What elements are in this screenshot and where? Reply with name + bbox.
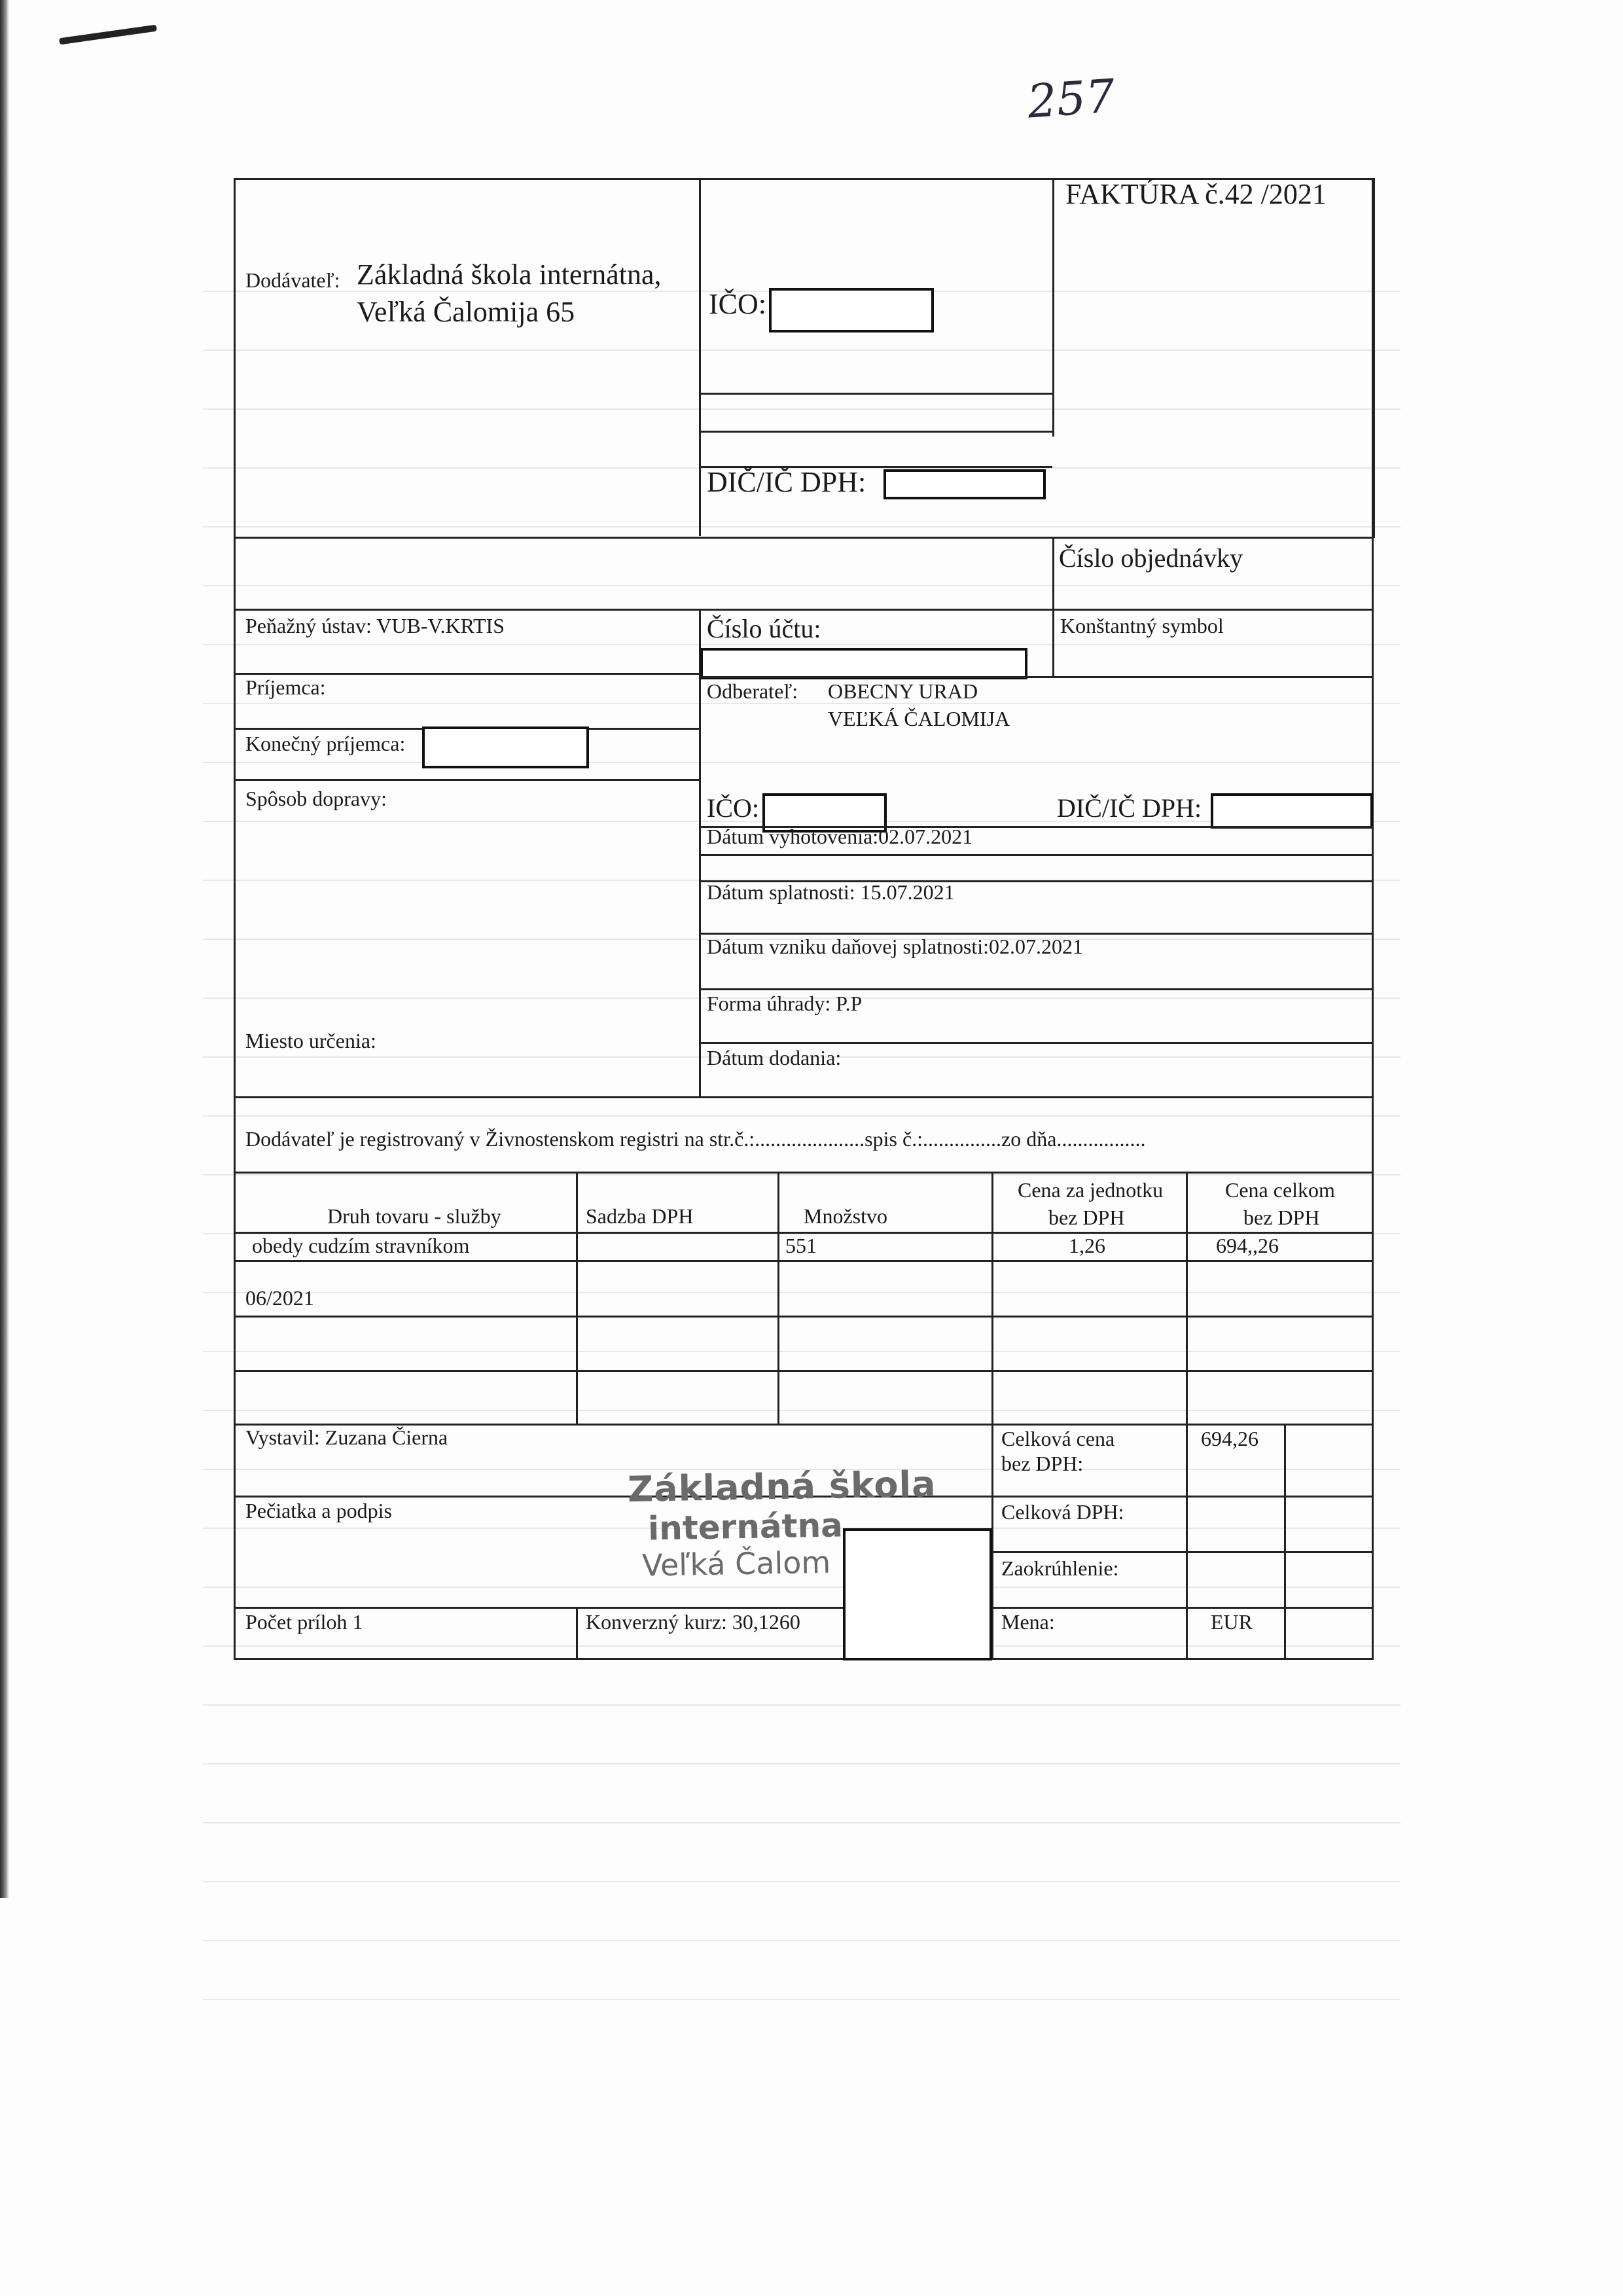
- row1-total: 694,,26: [1216, 1234, 1279, 1257]
- redacted-signature: [843, 1528, 992, 1660]
- pen-mark: [59, 25, 157, 45]
- final-recipient-label: Konečný príjemca:: [245, 732, 406, 755]
- recipient-label: Príjemca:: [245, 675, 326, 699]
- header-total-2: bez DPH: [1243, 1206, 1320, 1229]
- rounding-label: Zaokrúhlenie:: [1001, 1556, 1119, 1580]
- customer-ico-label: IČO:: [707, 793, 759, 823]
- destination-label: Miesto určenia:: [245, 1029, 376, 1052]
- header-vat-rate: Sadzba DPH: [586, 1204, 694, 1228]
- constant-symbol-label: Konštantný symbol: [1060, 614, 1224, 637]
- stamp-line3: Veľká Čalom: [641, 1544, 831, 1583]
- total-no-vat-label-1: Celková cena: [1001, 1427, 1115, 1450]
- order-number-label: Číslo objednávky: [1059, 543, 1243, 573]
- account-label: Číslo účtu:: [707, 614, 821, 643]
- issued-by: Vystavil: Zuzana Čierna: [245, 1426, 448, 1449]
- currency-label: Mena:: [1001, 1610, 1055, 1634]
- transport-label: Spôsob dopravy:: [245, 787, 387, 810]
- stamp-signature-label: Pečiatka a podpis: [245, 1499, 392, 1522]
- bank-label: Peňažný ústav: VUB-V.KRTIS: [245, 614, 505, 637]
- handwritten-page-number: 257: [1026, 69, 1117, 129]
- total-vat-label: Celková DPH:: [1001, 1500, 1124, 1524]
- supplier-ico-label: IČO:: [709, 288, 766, 320]
- total-no-vat-value: 694,26: [1201, 1427, 1258, 1450]
- redacted-supplier-dic: [883, 469, 1046, 499]
- total-no-vat-label-2: bez DPH:: [1001, 1452, 1084, 1475]
- header-type: Druh tovaru - služby: [327, 1204, 501, 1228]
- header-unit-price-1: Cena za jednotku: [1018, 1178, 1164, 1202]
- scan-edge-shadow: [0, 0, 9, 1898]
- customer-label: Odberateľ:: [707, 679, 798, 703]
- customer-dic-label: DIČ/IČ DPH:: [1057, 793, 1202, 823]
- row1-unit-price: 1,26: [1069, 1234, 1105, 1257]
- redacted-customer-dic: [1211, 793, 1373, 829]
- supplier-name-line1: Základná škola internátna,: [357, 259, 662, 291]
- row1-qty: 551: [785, 1234, 817, 1257]
- invoice-title: FAKTÚRA č.42 /2021: [1065, 178, 1327, 210]
- supplier-dic-label: DIČ/IČ DPH:: [707, 466, 866, 498]
- delivery-date: Dátum dodania:: [707, 1046, 842, 1069]
- payment-form: Forma úhrady: P.P: [707, 992, 863, 1015]
- redacted-supplier-ico: [769, 288, 934, 332]
- issue-date: Dátum vyhotovenia:02.07.2021: [707, 825, 973, 848]
- stamp-line2: internátna: [647, 1506, 844, 1548]
- register-note: Dodávateľ je registrovaný v Živnostenskom registri na str.č.:.....................spis č.:...............zo dňa.................: [245, 1127, 1146, 1151]
- conversion-rate: Konverzný kurz: 30,1260: [586, 1610, 800, 1634]
- redacted-account-number: [700, 648, 1027, 679]
- customer-name-line2: VEĽKÁ ČALOMIJA: [828, 707, 1010, 730]
- header-unit-price-2: bez DPH: [1048, 1206, 1125, 1229]
- tax-date: Dátum vzniku daňovej splatnosti:02.07.2021: [707, 935, 1084, 958]
- attachments-count: Počet príloh 1: [245, 1610, 363, 1634]
- supplier-name-line2: Veľká Čalomija 65: [357, 296, 575, 328]
- stamp-line1: Základná škola: [627, 1463, 936, 1511]
- header-total-1: Cena celkom: [1225, 1178, 1335, 1202]
- header-quantity: Množstvo: [804, 1204, 887, 1228]
- supplier-label: Dodávateľ:: [245, 268, 340, 292]
- currency-value: EUR: [1211, 1610, 1253, 1634]
- row1-type: obedy cudzím stravníkom: [252, 1234, 470, 1257]
- due-date: Dátum splatnosti: 15.07.2021: [707, 880, 955, 904]
- customer-name-line1: OBECNY URAD: [828, 679, 978, 703]
- redacted-final-recipient: [422, 726, 589, 768]
- row2-type: 06/2021: [245, 1286, 314, 1310]
